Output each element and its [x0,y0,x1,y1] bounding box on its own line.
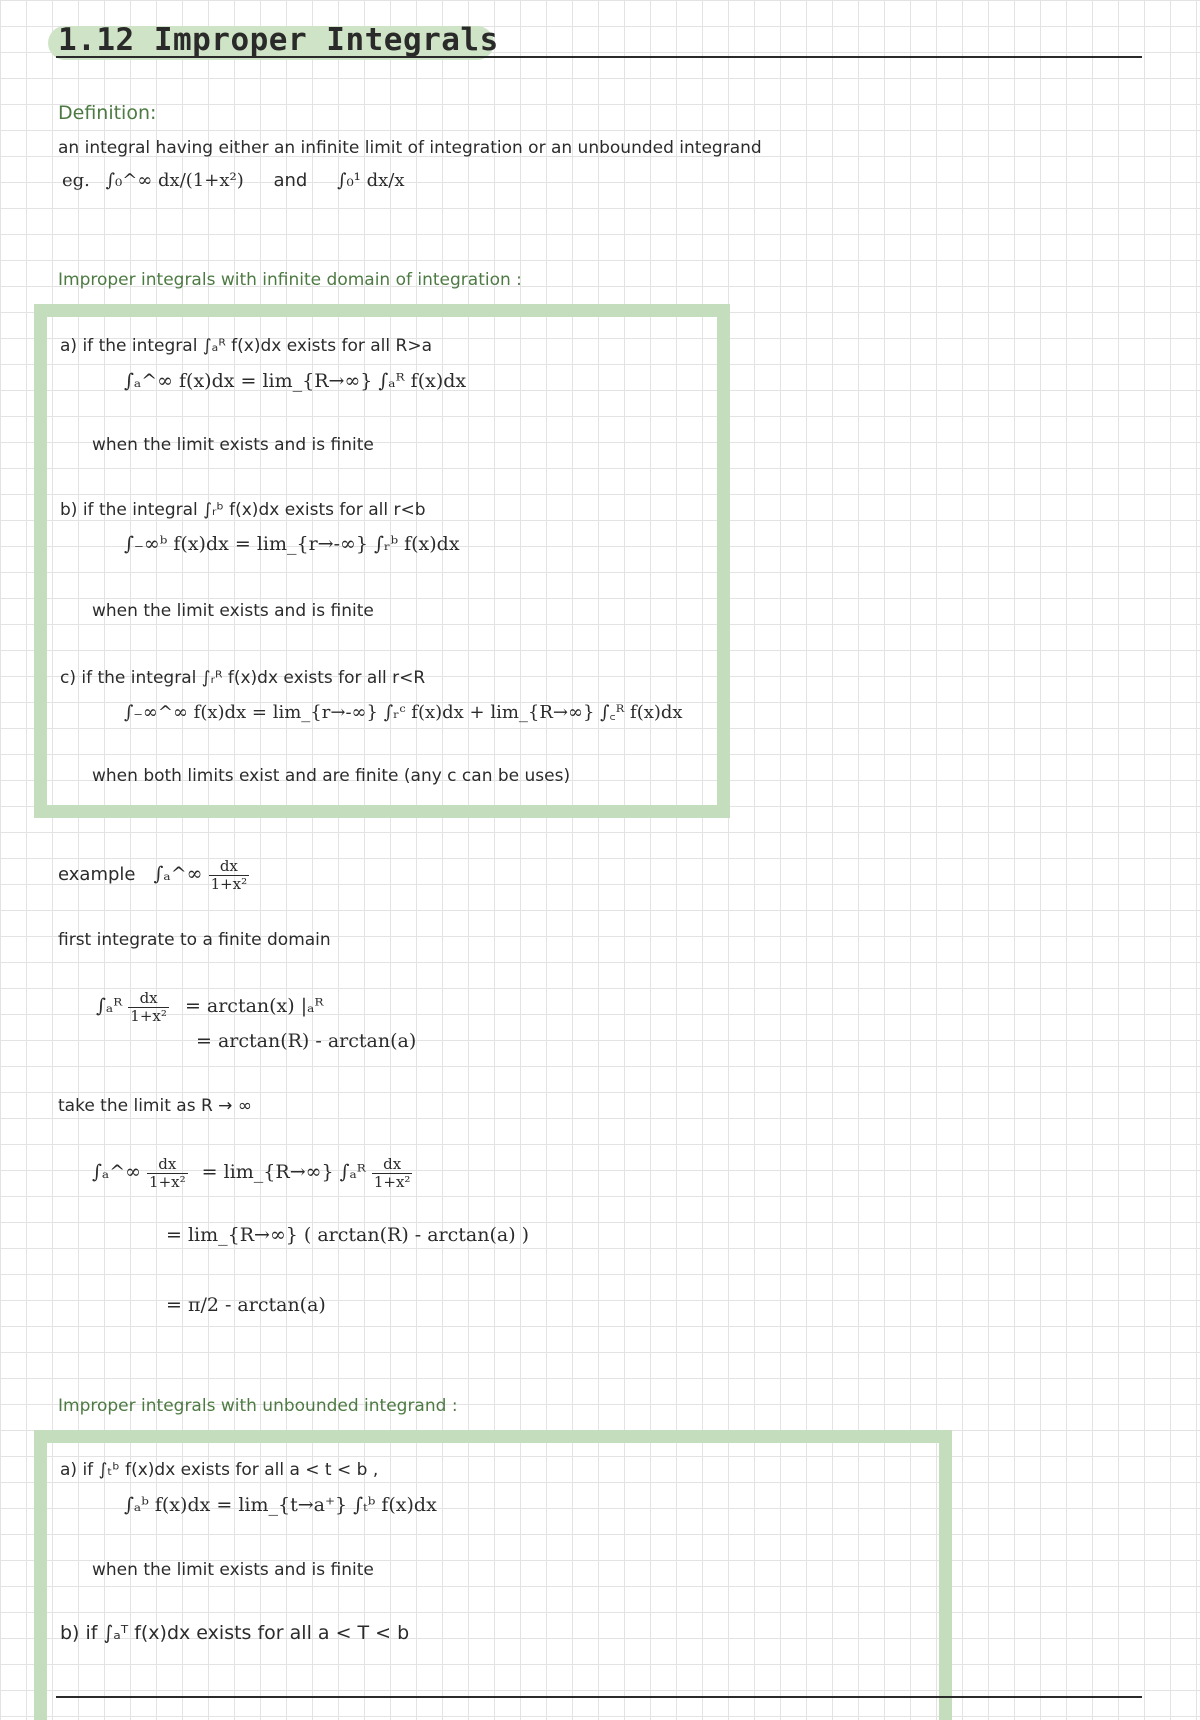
definition-example [62,170,404,191]
infinite-b-note: when the limit exists and is finite [92,601,374,621]
example-fraction [209,858,250,892]
infinite-b-formula: ∫₋∞ᵇ f(x)dx = lim_{r→-∞} ∫ᵣᵇ f(x)dx [124,533,460,555]
line3-numerator-2: dx [372,1156,413,1174]
example-line-3 [92,1156,412,1190]
bottom-rule [56,1696,1142,1698]
line3-integral: ∫ₐ^∞ [92,1161,141,1183]
definition-heading: Definition: [58,102,157,124]
example-line-5: = π/2 - arctan(a) [166,1294,326,1316]
definition-text: an integral having either an infinite limit of integration or an unbounded integrand [58,138,762,158]
example-step-1: first integrate to a finite domain [58,930,331,950]
line1-fraction [128,990,169,1024]
line1-integral: ∫ₐᴿ [96,995,123,1017]
example-a: ∫₀^∞ dx/(1+x²) [105,170,244,191]
infinite-b-condition: b) if the integral ∫ᵣᵇ f(x)dx exists for all r<b [60,500,426,520]
line1-result: = arctan(x) |ₐᴿ [184,995,324,1017]
example-label: example [58,864,136,885]
page-title: 1.12 Improper Integrals [58,22,499,58]
example-step-2: take the limit as R → ∞ [58,1096,252,1116]
example-line-1 [96,990,323,1024]
example-prefix: eg. [62,170,90,191]
infinite-c-note: when both limits exist and are finite (any c can be uses) [92,766,571,786]
fraction-numerator: dx [209,858,250,876]
line3-limit: = lim_{R→∞} ∫ₐᴿ [201,1161,366,1183]
line3-fraction [147,1156,188,1190]
example-line-4: = lim_{R→∞} ( arctan(R) - arctan(a) ) [166,1224,530,1246]
example-header [58,858,249,892]
example-b: ∫₀¹ dx/x [337,170,405,191]
unbounded-a-note: when the limit exists and is finite [92,1560,374,1580]
unbounded-a-condition: a) if ∫ₜᵇ f(x)dx exists for all a < t < b , [60,1460,379,1480]
line3-numerator: dx [147,1156,188,1174]
title-rule [56,56,1142,58]
line3-denominator-2: 1+x² [373,1172,411,1191]
section-infinite-heading: Improper integrals with infinite domain of integration : [58,270,522,290]
infinite-a-note: when the limit exists and is finite [92,435,374,455]
infinite-a-condition: a) if the integral ∫ₐᴿ f(x)dx exists for all R>a [60,336,432,356]
example-and: and [273,170,308,191]
unbounded-b-condition: b) if ∫ₐᵀ f(x)dx exists for all a < T < b [60,1622,410,1644]
unbounded-a-formula: ∫ₐᵇ f(x)dx = lim_{t→a⁺} ∫ₜᵇ f(x)dx [124,1494,437,1516]
section-unbounded-heading: Improper integrals with unbounded integrand : [58,1396,458,1416]
line1-denominator: 1+x² [130,1006,167,1025]
infinite-c-condition: c) if the integral ∫ᵣᴿ f(x)dx exists for all r<R [60,668,426,688]
line3-denominator: 1+x² [149,1172,186,1191]
infinite-c-formula: ∫₋∞^∞ f(x)dx = lim_{r→-∞} ∫ᵣᶜ f(x)dx + lim_{R→∞} ∫꜀ᴿ f(x)dx [124,702,683,723]
line3-fraction-2 [372,1156,413,1190]
example-line-2: = arctan(R) - arctan(a) [196,1030,417,1052]
infinite-a-formula: ∫ₐ^∞ f(x)dx = lim_{R→∞} ∫ₐᴿ f(x)dx [124,370,467,392]
example-integral: ∫ₐ^∞ [153,863,203,885]
fraction-denominator: 1+x² [210,874,248,893]
line1-numerator: dx [128,990,169,1008]
